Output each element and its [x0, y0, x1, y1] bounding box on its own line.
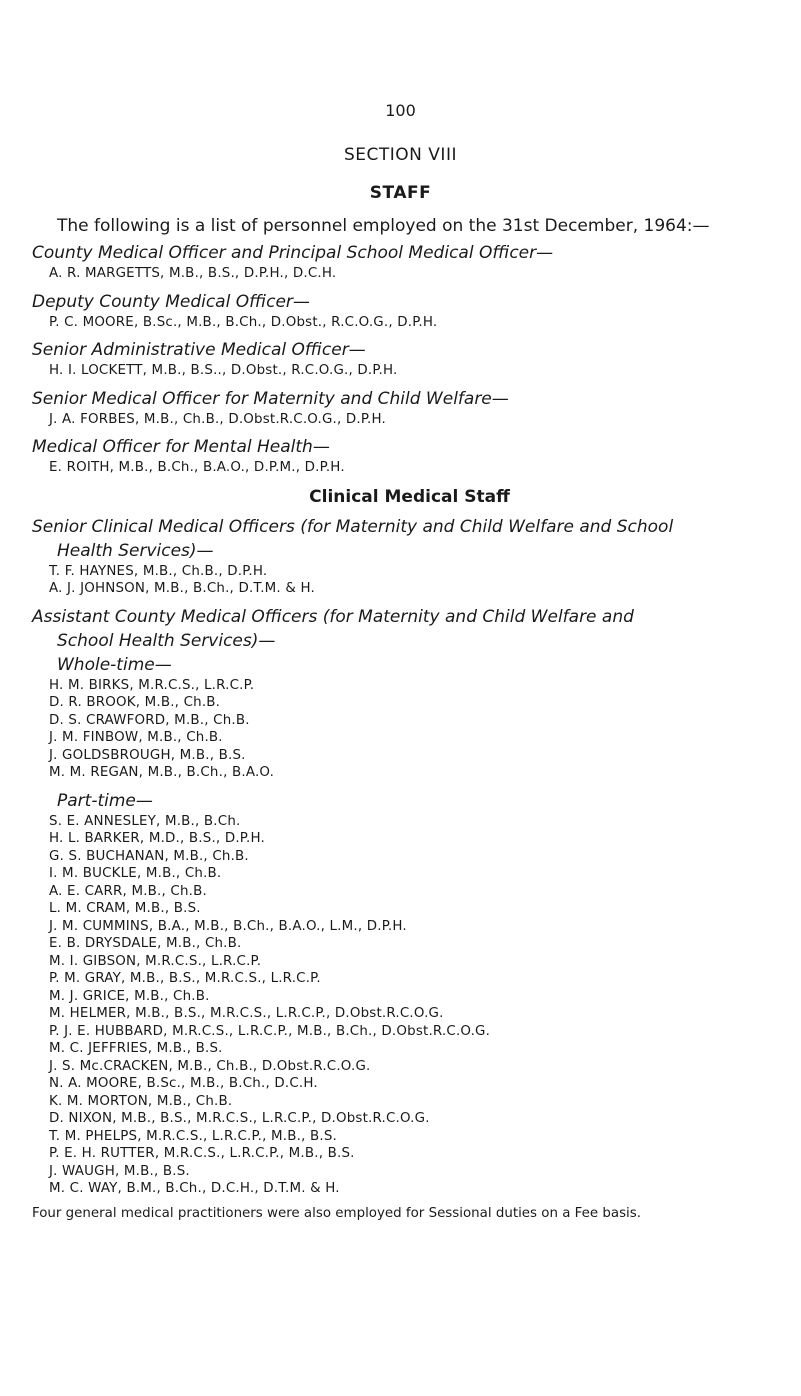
staff-name: M. C. JEFFRIES, M.B., B.S.: [49, 1041, 223, 1056]
staff-name: J. GOLDSBROUGH, M.B., B.S.: [49, 747, 246, 763]
officer-name: E. ROITH, M.B., B.Ch., B.A.O., D.P.M., D.P.H.: [49, 460, 345, 475]
officer-name: P. C. MOORE, B.Sc., M.B., B.Ch., D.Obst., R.C.O.G., D.P.H.: [49, 314, 438, 330]
staff-name: A. E. CARR, M.B., Ch.B.: [49, 883, 207, 899]
part-time-label: Part-time—: [57, 790, 153, 811]
part-time-names: [32, 813, 787, 1198]
whole-time-label: Whole-time—: [57, 654, 172, 675]
assistant-title-line1: Assistant County Medical Officers (for Maternity and Child Welfare and: [32, 606, 634, 627]
staff-name: H. L. BARKER, M.D., B.S., D.P.H.: [49, 831, 265, 846]
staff-name: M. HELMER, M.B., B.S., M.R.C.S., L.R.C.P., D.Obst.R.C.O.G.: [49, 1006, 444, 1021]
staff-name: A. J. JOHNSON, M.B., B.Ch., D.T.M. & H.: [49, 581, 315, 596]
staff-name: P. M. GRAY, M.B., B.S., M.R.C.S., L.R.C.P.: [49, 971, 321, 986]
officer-name: A. R. MARGETTS, M.B., B.S., D.P.H., D.C.H.: [49, 266, 337, 281]
officer-entry: [32, 290, 787, 332]
page-number: 100: [385, 101, 416, 120]
officer-entry: [32, 435, 787, 477]
staff-name: J. M. CUMMINS, B.A., M.B., B.Ch., B.A.O., L.M., D.P.H.: [49, 918, 407, 934]
senior-clinical-names: [32, 563, 787, 598]
staff-name: L. M. CRAM, M.B., B.S.: [49, 901, 201, 916]
staff-name: I. M. BUCKLE, M.B., Ch.B.: [49, 866, 222, 881]
staff-name: T. F. HAYNES, M.B., Ch.B., D.P.H.: [49, 563, 268, 579]
officer-name: H. I. LOCKETT, M.B., B.S.., D.Obst., R.C.O.G., D.P.H.: [49, 363, 398, 378]
officer-title: Deputy County Medical Officer—: [32, 291, 310, 312]
staff-name: M. M. REGAN, M.B., B.Ch., B.A.O.: [49, 765, 275, 780]
senior-clinical-title-line2: Health Services)—: [57, 540, 214, 561]
officer-name: J. A. FORBES, M.B., Ch.B., D.Obst.R.C.O.G., D.P.H.: [49, 411, 387, 427]
staff-name: S. E. ANNESLEY, M.B., B.Ch.: [49, 813, 241, 829]
officer-entry: [32, 241, 787, 283]
staff-name: E. B. DRYSDALE, M.B., Ch.B.: [49, 936, 242, 951]
staff-name: D. S. CRAWFORD, M.B., Ch.B.: [49, 712, 250, 728]
staff-name: J. S. Mc.CRACKEN, M.B., Ch.B., D.Obst.R.C.O.G.: [49, 1058, 371, 1074]
staff-name: K. M. MORTON, M.B., Ch.B.: [49, 1093, 233, 1109]
senior-clinical-title-line1: Senior Clinical Medical Officers (for Maternity and Child Welfare and School: [32, 516, 674, 537]
whole-time-names: [32, 677, 787, 782]
staff-name: M. J. GRICE, M.B., Ch.B.: [49, 988, 210, 1004]
assistant-title-line2: School Health Services)—: [57, 630, 276, 651]
intro-paragraph: The following is a list of personnel employed on the 31st December, 1964:—: [57, 216, 710, 236]
staff-name: J. WAUGH, M.B., B.S.: [49, 1163, 190, 1179]
footnote: Four general medical practitioners were also employed for Sessional duties on a Fee basis.: [32, 1205, 642, 1221]
staff-name: D. R. BROOK, M.B., Ch.B.: [49, 695, 221, 710]
staff-heading: STAFF: [369, 183, 432, 203]
officer-entry: [32, 338, 787, 380]
officer-title: Medical Officer for Mental Health—: [32, 437, 330, 457]
staff-name: M. I. GIBSON, M.R.C.S., L.R.C.P.: [49, 953, 262, 969]
staff-name: H. M. BIRKS, M.R.C.S., L.R.C.P.: [49, 677, 255, 693]
officer-entry: [32, 387, 787, 429]
senior-clinical-block: [32, 515, 787, 598]
staff-name: M. C. WAY, B.M., B.Ch., D.C.H., D.T.M. & H.: [49, 1181, 340, 1196]
document-body: [32, 214, 787, 1222]
officer-title: Senior Administrative Medical Officer—: [32, 340, 366, 360]
staff-name: J. M. FINBOW, M.B., Ch.B.: [49, 730, 223, 745]
staff-name: P. E. H. RUTTER, M.R.C.S., L.R.C.P., M.B., B.S.: [49, 1146, 355, 1161]
assistant-block: [32, 605, 787, 1198]
officers-list: [32, 241, 787, 477]
staff-name: G. S. BUCHANAN, M.B., Ch.B.: [49, 848, 249, 864]
staff-name: P. J. E. HUBBARD, M.R.C.S., L.R.C.P., M.B., B.Ch., D.Obst.R.C.O.G.: [49, 1023, 491, 1039]
staff-name: T. M. PHELPS, M.R.C.S., L.R.C.P., M.B., B.S.: [49, 1128, 338, 1144]
staff-name: N. A. MOORE, B.Sc., M.B., B.Ch., D.C.H.: [49, 1076, 318, 1091]
section-title: SECTION VIII: [344, 145, 457, 165]
staff-name: D. NIXON, M.B., B.S., M.R.C.S., L.R.C.P., D.Obst.R.C.O.G.: [49, 1111, 430, 1126]
officer-title: County Medical Officer and Principal School Medical Officer—: [32, 243, 554, 263]
clinical-heading: Clinical Medical Staff: [309, 486, 510, 507]
officer-title: Senior Medical Officer for Maternity and Child Welfare—: [32, 388, 509, 409]
